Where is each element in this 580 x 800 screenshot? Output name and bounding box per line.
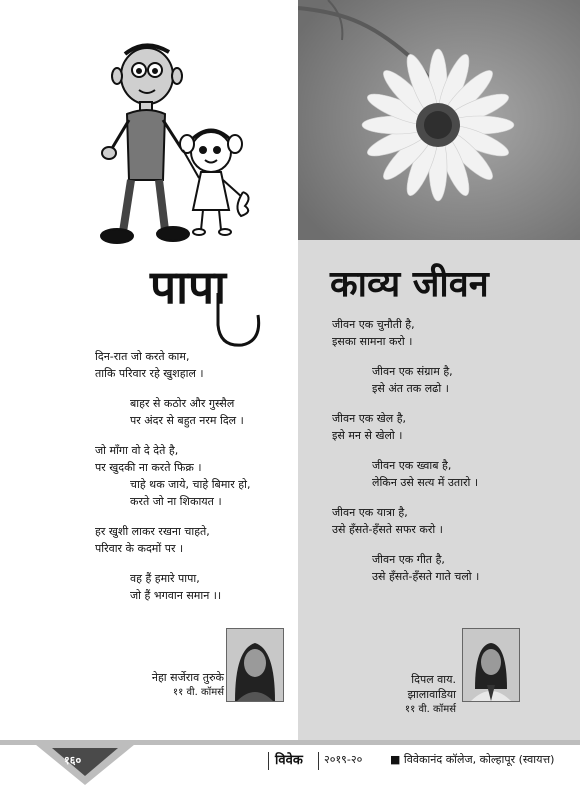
poem-title-papa: पापा: [150, 260, 227, 314]
poem-line: हर खुशी लाकर रखना चाहते,: [95, 525, 210, 538]
stanza: [95, 523, 250, 557]
poem-title-kavya-jeevan: काव्य जीवन: [330, 263, 489, 305]
poem-line: उसे हँसते-हँसते सफर करो ।: [332, 523, 443, 536]
daisy-photo: [298, 0, 580, 240]
poem-kavya-jeevan: [332, 316, 479, 598]
page-number: १६०: [64, 754, 82, 767]
poem-line: जीवन एक खेल है,: [332, 412, 407, 425]
stanza: [332, 363, 479, 397]
stanza: [95, 570, 250, 604]
poem-line: जो माँगा वो दे देते है,: [95, 444, 179, 457]
poem-line: लेकिन उसे सत्य में उतारो ।: [372, 476, 479, 489]
stanza: [332, 410, 479, 444]
poem-line: जीवन एक गीत है,: [372, 553, 445, 566]
poem-line: इसे मन से खेलो ।: [332, 429, 403, 442]
poem-line: जीवन एक चुनौती है,: [332, 318, 415, 331]
author-class: ११ वी. कॉमर्स: [172, 687, 224, 698]
author-name: दिपल वाय. झालावाडिया: [407, 673, 456, 701]
poem-line: परिवार के कदमों पर ।: [95, 542, 184, 555]
poem-line: दिन-रात जो करते काम,: [95, 350, 190, 363]
poem-line: जो हैं भगवान समान ।।: [130, 589, 222, 602]
poem-line: जीवन एक यात्रा है,: [332, 506, 408, 519]
college-name: ■ विवेकानंद कॉलेज, कोल्हापूर (स्वायत्त): [390, 753, 555, 766]
poem-line: पर खुदकी ना करते फिक्र ।: [95, 461, 202, 474]
poem-line: चाहे थक जाये, चाहे बिमार हो,: [130, 478, 251, 491]
poem-line: उसे हँसते-हँसते गाते चलो ।: [372, 570, 480, 583]
stanza: [95, 395, 250, 429]
poem-line: वह हैं हमारे पापा,: [130, 572, 200, 585]
poem-line: जीवन एक संग्राम है,: [372, 365, 453, 378]
author-class: ११ वी. कॉमर्स: [404, 704, 456, 715]
page-number-chevron: [30, 740, 140, 785]
poem-papa: [95, 348, 250, 617]
poem-line: इसका सामना करो ।: [332, 335, 413, 348]
stanza: [332, 504, 479, 538]
title-flourish: [200, 285, 270, 355]
author-photo-left: [226, 628, 284, 702]
poem-line: ताकि परिवार रहे खुशहाल ।: [95, 367, 204, 380]
author-photo-right: [462, 628, 520, 702]
poem-line: करते जो ना शिकायत ।: [130, 495, 222, 508]
stanza: [95, 442, 250, 510]
stanza: [332, 551, 479, 585]
academic-year: २०१९-२०: [324, 753, 363, 766]
footer-separator: [318, 752, 319, 770]
author-name: नेहा सर्जेराव तुरुके: [151, 671, 224, 684]
poem-line: जीवन एक ख्वाब है,: [372, 459, 452, 472]
footer-separator: [268, 752, 269, 770]
stanza: [95, 348, 250, 382]
author-right: [370, 672, 456, 717]
stanza: [332, 316, 479, 350]
author-left: [140, 670, 224, 700]
magazine-name: विवेक: [275, 753, 303, 768]
stanza: [332, 457, 479, 491]
poem-line: इसे अंत तक लढो ।: [372, 382, 449, 395]
poem-line: बाहर से कठोर और गुस्सैल: [130, 397, 235, 410]
poem-line: पर अंदर से बहुत नरम दिल ।: [130, 414, 244, 427]
father-daughter-illustration: [95, 40, 265, 250]
